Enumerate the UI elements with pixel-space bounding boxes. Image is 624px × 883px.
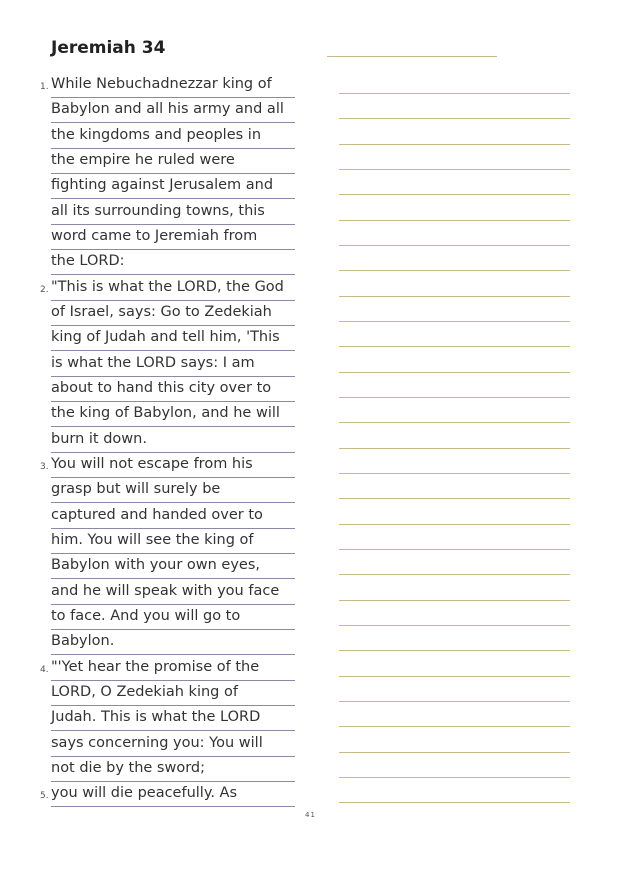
writing-line — [339, 296, 570, 297]
verse-text-line: "This is what the LORD, the God — [51, 275, 295, 301]
verse-text-line: captured and handed over to — [51, 503, 295, 529]
writing-line — [339, 676, 570, 677]
verse-text-line: king of Judah and tell him, 'This — [51, 325, 295, 351]
writing-line — [339, 726, 570, 727]
writing-line — [339, 777, 570, 778]
writing-line — [339, 321, 570, 322]
writing-line — [339, 574, 570, 575]
writing-line — [339, 93, 570, 94]
verse-text-line: all its surrounding towns, this — [51, 199, 295, 225]
writing-line — [339, 245, 570, 246]
verse-text-line: Babylon with your own eyes, — [51, 553, 295, 579]
verse-number: 1. — [40, 82, 49, 92]
verse-text-line: word came to Jeremiah from — [51, 224, 295, 250]
writing-line — [339, 625, 570, 626]
writing-line — [339, 220, 570, 221]
title-writing-line — [327, 56, 497, 57]
verse-text-line: fighting against Jerusalem and — [51, 173, 295, 199]
verse-text-line: the LORD: — [51, 249, 295, 275]
verse-number: 2. — [40, 284, 49, 295]
writing-line — [339, 346, 570, 347]
verse-text-line: to face. And you will go to — [51, 604, 295, 630]
verse-text-line: burn it down. — [51, 427, 295, 453]
writing-line — [339, 118, 570, 119]
verse-text-line: him. You will see the king of — [51, 528, 295, 554]
writing-line — [339, 549, 570, 550]
writing-line — [339, 422, 570, 423]
verse-text-line: LORD, O Zedekiah king of — [51, 680, 295, 706]
verse-text-line: Babylon. — [51, 629, 295, 655]
writing-line — [339, 498, 570, 499]
writing-line — [339, 524, 570, 525]
writing-line — [339, 372, 570, 373]
verse-text-line: Judah. This is what the LORD — [51, 705, 295, 731]
verse-number: 4. — [40, 664, 49, 675]
verse-text-line: Babylon and all his army and all — [51, 97, 295, 123]
verse-text-line: the kingdoms and peoples in — [51, 123, 295, 149]
page-title: Jeremiah 34 — [51, 38, 166, 58]
writing-line — [339, 194, 570, 195]
verse-text-line: the king of Babylon, and he will — [51, 401, 295, 427]
writing-line — [339, 701, 570, 702]
verse-text-line: and he will speak with you face — [51, 579, 295, 605]
writing-line — [339, 169, 570, 170]
writing-line — [339, 650, 570, 651]
writing-line — [339, 270, 570, 271]
verse-text-line: "'Yet hear the promise of the — [51, 655, 295, 681]
verse-text-line: You will not escape from his — [51, 452, 295, 478]
verse-text-line: of Israel, says: Go to Zedekiah — [51, 300, 295, 326]
verse-text-line: not die by the sword; — [51, 756, 295, 782]
writing-line — [339, 752, 570, 753]
writing-line — [339, 473, 570, 474]
verse-text-line: While Nebuchadnezzar king of — [51, 72, 295, 98]
verse-text-line: about to hand this city over to — [51, 376, 295, 402]
verse-text-line: grasp but will surely be — [51, 477, 295, 503]
verse-text-line: says concerning you: You will — [51, 731, 295, 757]
verse-text-line: the empire he ruled were — [51, 148, 295, 174]
writing-line — [339, 397, 570, 398]
verse-number: 3. — [40, 461, 49, 472]
writing-line — [339, 144, 570, 145]
writing-line — [339, 600, 570, 601]
writing-line — [339, 802, 570, 803]
verse-text-line: you will die peacefully. As — [51, 781, 295, 807]
verse-number: 5. — [40, 791, 49, 802]
verse-text-line: is what the LORD says: I am — [51, 351, 295, 377]
writing-line — [339, 448, 570, 449]
page-number: 41 — [305, 811, 316, 819]
